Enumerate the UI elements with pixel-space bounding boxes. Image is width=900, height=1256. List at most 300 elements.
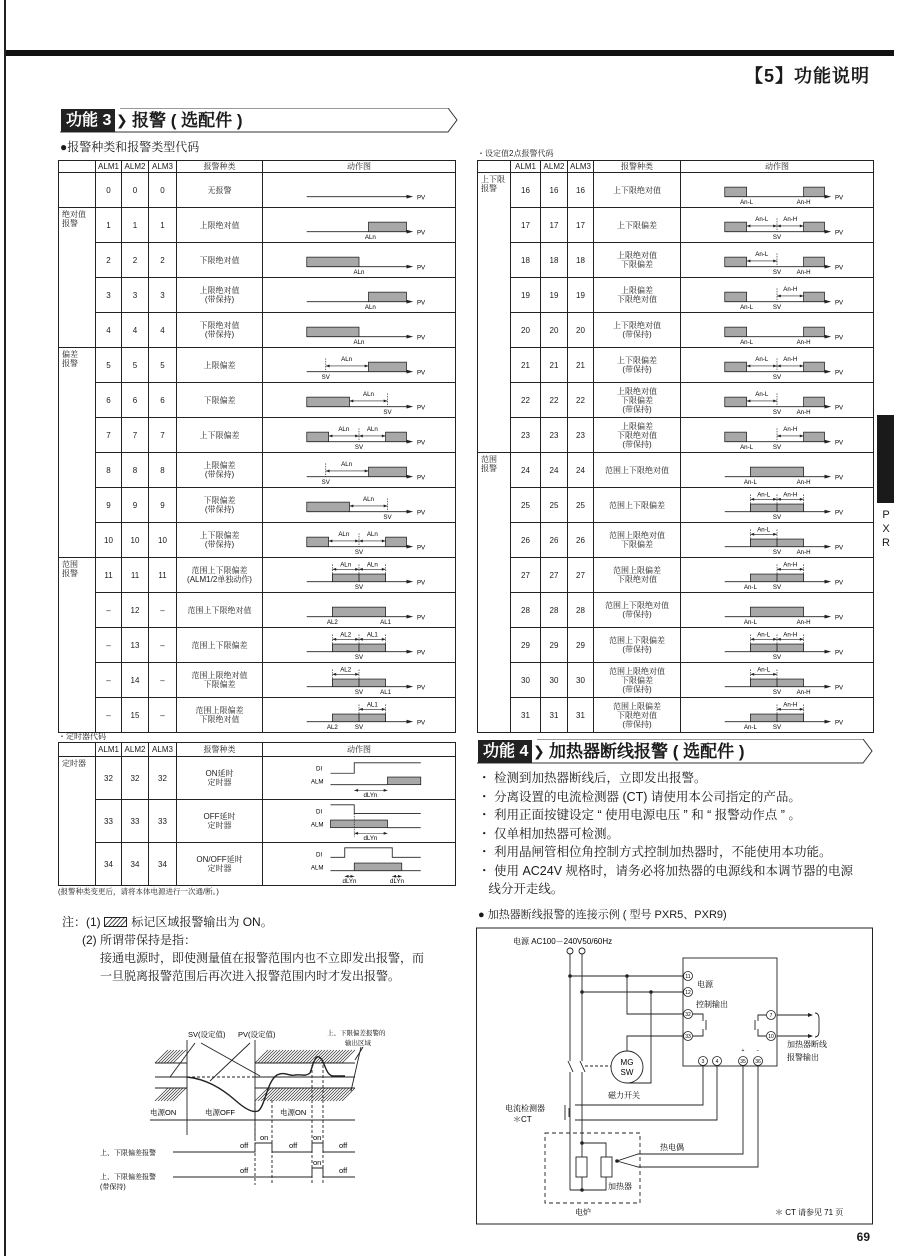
diagram-label: SV xyxy=(354,584,364,592)
alm1-code: 18 xyxy=(511,243,541,278)
alm2-code: 3 xyxy=(122,278,149,313)
table-row xyxy=(478,698,874,733)
diagram-label: An-H xyxy=(796,199,811,207)
alm3-code: – xyxy=(149,698,177,733)
action-diagram xyxy=(682,593,872,627)
side-letter: X xyxy=(882,523,890,535)
diagram-label: dLYn xyxy=(390,878,404,885)
action-diagram xyxy=(682,453,872,487)
off-label: off xyxy=(339,1166,348,1175)
alm3-code: 33 xyxy=(149,800,177,843)
pv-axis-label: PV xyxy=(834,334,844,342)
group-cell: 范围 报警 xyxy=(59,558,96,733)
group-cell: 范围 报警 xyxy=(478,453,511,733)
diagram-label: SV xyxy=(772,514,782,522)
alarm-zone xyxy=(331,820,388,828)
alm1-code: – xyxy=(96,593,122,628)
action-diagram xyxy=(682,313,872,347)
two-point-alarm-table xyxy=(477,160,874,733)
pv-axis-label: PV xyxy=(834,684,844,692)
alm1-code: 29 xyxy=(511,628,541,663)
axis-arrow xyxy=(407,545,414,549)
alm3-code: 8 xyxy=(149,453,177,488)
diagram-label: AL2 xyxy=(340,666,352,674)
table-row xyxy=(59,208,456,243)
alm1-code: 22 xyxy=(511,383,541,418)
timer-code-table xyxy=(58,742,456,886)
func3-banner xyxy=(60,108,458,133)
axis-arrow xyxy=(407,230,414,234)
notes-prefix: 注： xyxy=(62,915,87,929)
alm3-code: 29 xyxy=(568,628,594,663)
diagram-label: ALn xyxy=(338,426,350,434)
signal-label: (带保持) xyxy=(100,1184,126,1191)
on-label: on xyxy=(313,1133,322,1142)
alm3-code: 32 xyxy=(149,757,177,800)
diagram-label: DI xyxy=(316,808,323,816)
diagram-label: SV xyxy=(772,269,782,277)
alm3-code: 25 xyxy=(568,488,594,523)
signal-2 xyxy=(173,1168,355,1177)
diagram-label: ALn xyxy=(340,561,352,569)
diagram-label: An-L xyxy=(757,526,771,534)
alarm-zone xyxy=(725,292,747,302)
action-diagram xyxy=(682,383,872,417)
diagram-label: SV xyxy=(772,374,782,382)
alm1-code: – xyxy=(96,628,122,663)
power-off-label: 电源OFF xyxy=(205,1108,235,1117)
alm2-code: 5 xyxy=(122,348,149,383)
terminal-36: 36 xyxy=(755,1059,761,1065)
pv-axis-label: PV xyxy=(834,369,844,377)
diagram-label: An-H xyxy=(796,479,811,487)
axis-arrow xyxy=(825,265,832,269)
alarm-type: 上限偏差 下限绝对值 (带保持) xyxy=(594,418,681,453)
diagram-label: SV xyxy=(772,444,782,452)
pv-axis-label: PV xyxy=(834,544,844,552)
diagram-label: An-L xyxy=(755,391,769,399)
table-row xyxy=(59,663,456,698)
alm3-code: 26 xyxy=(568,523,594,558)
axis-arrow xyxy=(825,195,832,199)
pv-axis-label: PV xyxy=(416,369,426,377)
diagram-cell xyxy=(263,663,456,698)
diagram-cell xyxy=(263,698,456,733)
range-arrow xyxy=(329,435,359,438)
diagram-label: ALM xyxy=(310,864,324,872)
alarm-zone xyxy=(369,222,407,232)
diagram-label: ALn xyxy=(341,461,353,469)
axis-arrow xyxy=(825,650,832,654)
diagram-label: SV xyxy=(321,479,330,487)
alm3-code: 22 xyxy=(568,383,594,418)
axis-arrow xyxy=(407,510,414,514)
diagram-cell xyxy=(263,208,456,243)
alarm-type: 范围上下限绝对值 (带保持) xyxy=(594,593,681,628)
alm2-code: 25 xyxy=(541,488,568,523)
terminal-33: 33 xyxy=(685,1034,691,1040)
func3-subtitle: ●报警种类和报警类型代码 xyxy=(60,140,200,154)
pv-axis-label: PV xyxy=(834,719,844,727)
alarm-zone xyxy=(388,777,421,785)
alarm-zone xyxy=(354,863,402,871)
table-row xyxy=(478,593,874,628)
alarm-zone xyxy=(725,397,747,407)
side-tab-label xyxy=(878,508,894,550)
diagram-label: An-L xyxy=(755,251,769,259)
table-row xyxy=(478,418,874,453)
table-row xyxy=(59,628,456,663)
alm2-code: 34 xyxy=(122,843,149,886)
alm3-code: 1 xyxy=(149,208,177,243)
diagram-label: An-H xyxy=(783,286,798,294)
alm2-code: 6 xyxy=(122,383,149,418)
diagram-label: SV xyxy=(772,654,782,662)
diagram-label: An-H xyxy=(783,356,798,364)
ct-label: 电流检测器 xyxy=(505,1104,545,1113)
diagram-cell xyxy=(681,243,874,278)
alm1-code: 20 xyxy=(511,313,541,348)
alarm-type: 范围上限绝对值 下限偏差 xyxy=(177,663,263,698)
diagram-label: AL1 xyxy=(366,701,378,709)
heater-label: 加热器 xyxy=(608,1182,632,1191)
diagram-cell xyxy=(263,278,456,313)
diagram-header: 动作图 xyxy=(263,161,456,173)
diagram-label: SV xyxy=(772,724,782,732)
alarm-zone xyxy=(307,257,359,267)
alm3-code: 11 xyxy=(149,558,177,593)
signal-1 xyxy=(173,1143,355,1152)
func3-badge: 功能 3 xyxy=(61,109,115,132)
bullet-item: ・ 利用晶闸管相位角控制方式控制加热器时，不能使用本功能。 xyxy=(478,845,832,859)
pv-axis-label: PV xyxy=(416,194,426,202)
wiring-diagram xyxy=(475,925,875,1227)
pv-axis-label: PV xyxy=(416,299,426,307)
diagram-label: ALM xyxy=(310,821,324,829)
table-row xyxy=(478,453,874,488)
diagram-header: 动作图 xyxy=(263,743,456,757)
action-diagram xyxy=(264,523,454,557)
action-diagram xyxy=(682,523,872,557)
pv-axis-label: PV xyxy=(416,334,426,342)
alm3-code: 3 xyxy=(149,278,177,313)
action-diagram xyxy=(682,558,872,592)
action-diagram xyxy=(682,243,872,277)
timer-caption: ・定时器代码 xyxy=(58,732,106,741)
alarm-zone xyxy=(804,432,825,442)
heater-element xyxy=(601,1157,612,1177)
alarm-type: 上限偏差 下限绝对值 xyxy=(594,278,681,313)
furnace-box xyxy=(545,1133,640,1203)
alarm-type: 下限绝对值 (带保持) xyxy=(177,313,263,348)
action-diagram xyxy=(682,173,872,207)
action-diagram xyxy=(264,488,454,522)
table-row xyxy=(478,383,874,418)
alarm-type: 无报警 xyxy=(177,173,263,208)
timer-diagram xyxy=(264,843,454,885)
bullet-item: ・ 分离设置的电流检测器 (CT) 请使用本公司指定的产品。 xyxy=(478,789,801,804)
alm1-code: 11 xyxy=(96,558,122,593)
pv-axis-label: PV xyxy=(834,299,844,307)
pv-axis-label: PV xyxy=(416,509,426,517)
table-row xyxy=(478,278,874,313)
page-number: 69 xyxy=(856,1230,870,1244)
alm3-code: 16 xyxy=(568,173,594,208)
action-diagram xyxy=(264,243,454,277)
note-body: 一旦脱离报警范围后再次进入报警范围内时才发出报警。 xyxy=(100,969,401,983)
action-diagram xyxy=(264,278,454,312)
diagram-cell xyxy=(681,628,874,663)
timer-diagram xyxy=(264,757,454,799)
diagram-label: An-L xyxy=(757,491,771,499)
alm1-code: 33 xyxy=(96,800,122,843)
action-diagram xyxy=(264,383,454,417)
alm2-header: ALM2 xyxy=(122,743,149,757)
diagram-label: An-H xyxy=(796,339,811,347)
alm2-code: 24 xyxy=(541,453,568,488)
range-arrow xyxy=(359,540,386,543)
diagram-label: An-H xyxy=(796,269,811,277)
pv-axis-label: PV xyxy=(416,544,426,552)
pv-axis-label: PV xyxy=(416,264,426,272)
action-diagram xyxy=(264,663,454,697)
axis-arrow xyxy=(407,300,414,304)
diagram-label: SV xyxy=(772,234,782,242)
alm3-code: 34 xyxy=(149,843,177,886)
alm3-code: 6 xyxy=(149,383,177,418)
alm2-code: 21 xyxy=(541,348,568,383)
diagram-frame xyxy=(477,928,873,1224)
alarm-type: 范围上下限偏差 (带保持) xyxy=(594,628,681,663)
action-diagram xyxy=(682,418,872,452)
alarm-zone xyxy=(369,362,407,372)
diagram-label: dLYn xyxy=(363,792,378,799)
diagram-cell xyxy=(263,523,456,558)
diagram-cell xyxy=(263,757,456,800)
alm3-code: 20 xyxy=(568,313,594,348)
alm3-header: ALM3 xyxy=(149,743,177,757)
diagram-label: SV xyxy=(772,584,782,592)
table-row xyxy=(59,558,456,593)
alm2-code: 16 xyxy=(541,173,568,208)
diagram-cell xyxy=(681,488,874,523)
alm3-code: 2 xyxy=(149,243,177,278)
alarm-zone xyxy=(307,502,350,512)
alarm-type: 范围上下限绝对值 xyxy=(177,593,263,628)
note-text: 标记区域报警输出为 ON。 xyxy=(131,915,273,929)
action-diagram xyxy=(682,348,872,382)
ct-note: ＊ CT 请参见 71 页 xyxy=(775,1208,844,1217)
table-row xyxy=(59,843,456,886)
alarm-type: 上下限偏差 xyxy=(594,208,681,243)
action-diagram xyxy=(682,208,872,242)
power-on-label: 电源ON xyxy=(150,1108,177,1117)
mg-label: SW xyxy=(620,1068,634,1077)
diagram-label: An-H xyxy=(783,216,798,224)
alarm-zone xyxy=(725,257,747,267)
range-arrow xyxy=(777,225,804,228)
note-text: 所谓带保持是指： xyxy=(100,933,197,947)
diagram-cell xyxy=(263,843,456,886)
alarm-zone xyxy=(804,257,825,267)
terminal-10: 10 xyxy=(768,1034,774,1040)
alm1-code: 17 xyxy=(511,208,541,243)
diagram-label: SV xyxy=(354,444,364,452)
action-diagram xyxy=(264,628,454,662)
alarm-zone xyxy=(725,362,747,372)
table-row xyxy=(59,523,456,558)
table-row xyxy=(59,243,456,278)
alarm-zone xyxy=(725,187,747,197)
note-number: (1) xyxy=(86,915,101,929)
alm2-code: 11 xyxy=(122,558,149,593)
axis-arrow xyxy=(407,720,414,724)
diagram-label: AL1 xyxy=(380,619,392,627)
alarm-type: 上下限偏差 (带保持) xyxy=(177,523,263,558)
diagram-label: An-L xyxy=(757,666,771,674)
alarm-type: 范围上下限偏差 (ALM1/2单独动作) xyxy=(177,558,263,593)
off-label: off xyxy=(289,1141,298,1150)
alarm-zone xyxy=(307,432,329,442)
table-row xyxy=(59,313,456,348)
alm1-code: – xyxy=(96,698,122,733)
alm1-code: 31 xyxy=(511,698,541,733)
alm3-code: 21 xyxy=(568,348,594,383)
alarm-type: 下限绝对值 xyxy=(177,243,263,278)
power-supply-label: 电源 AC100－240V50/60Hz xyxy=(513,937,613,946)
page-border xyxy=(4,0,6,1256)
table-row xyxy=(59,383,456,418)
diagram-cell xyxy=(681,453,874,488)
alm1-code: 24 xyxy=(511,453,541,488)
type-header: 报警种类 xyxy=(177,743,263,757)
timer-diagram xyxy=(264,800,454,842)
alm1-code: 34 xyxy=(96,843,122,886)
alarm-type: 范围上限偏差 下限绝对值 (带保持) xyxy=(594,698,681,733)
diagram-label: An-H xyxy=(796,549,811,557)
alm1-code: 16 xyxy=(511,173,541,208)
table-row xyxy=(478,558,874,593)
diagram-cell xyxy=(681,278,874,313)
diagram-label: DI xyxy=(316,851,323,859)
axis-arrow xyxy=(407,475,414,479)
action-diagram xyxy=(682,698,872,732)
diagram-label: ALn xyxy=(366,561,378,569)
diagram-label: An-H xyxy=(783,491,798,499)
terminal-32: 32 xyxy=(685,1012,691,1018)
diagram-label: AL2 xyxy=(326,619,338,627)
func4-title: 加热器断线报警 ( 选配件 ) xyxy=(549,742,745,761)
alm3-code: – xyxy=(149,663,177,698)
side-letter: R xyxy=(882,537,890,549)
alm3-code: 24 xyxy=(568,453,594,488)
table-row xyxy=(478,523,874,558)
type-header: 报警种类 xyxy=(177,161,263,173)
side-letter: P xyxy=(882,509,890,521)
pv-axis-label: PV xyxy=(834,404,844,412)
table-row xyxy=(478,173,874,208)
alarm-zone xyxy=(804,187,825,197)
diagram-cell xyxy=(263,418,456,453)
alm3-code: 19 xyxy=(568,278,594,313)
diagram-cell xyxy=(681,663,874,698)
alm3-code: 28 xyxy=(568,593,594,628)
alarm-type: 上限绝对值 下限偏差 (带保持) xyxy=(594,383,681,418)
diagram-label: AL1 xyxy=(380,689,392,697)
alarm-type: 上限绝对值 xyxy=(177,208,263,243)
alm2-code: 26 xyxy=(541,523,568,558)
alm1-code: 7 xyxy=(96,418,122,453)
diagram-label: ALn xyxy=(338,531,350,539)
diagram-label: SV xyxy=(383,514,392,522)
break-alarm-label: 加热器断线 xyxy=(787,1040,827,1049)
diagram-label: An-L xyxy=(743,584,757,592)
axis-arrow xyxy=(825,615,832,619)
table-row xyxy=(59,698,456,733)
alarm-type: 范围上限偏差 下限绝对值 xyxy=(177,698,263,733)
diagram-label: SV xyxy=(321,374,330,382)
control-output-label: 控制输出 xyxy=(696,1000,728,1009)
alarm-zone xyxy=(386,537,407,547)
off-label: off xyxy=(240,1166,249,1175)
func4-badge: 功能 4 xyxy=(478,740,532,763)
bullet-item: 线分开走线。 xyxy=(478,882,564,896)
alm3-header: ALM3 xyxy=(568,161,594,173)
action-diagram xyxy=(264,313,454,347)
diagram-label: An-L xyxy=(757,631,771,639)
alarm-zone xyxy=(386,432,407,442)
diagram-cell xyxy=(681,418,874,453)
furnace-label: 电炉 xyxy=(575,1208,591,1217)
alm1-code: 8 xyxy=(96,453,122,488)
diagram-label: AL2 xyxy=(340,631,352,639)
axis-arrow xyxy=(825,720,832,724)
action-diagram xyxy=(264,348,454,382)
table-row xyxy=(478,663,874,698)
diagram-label: SV xyxy=(772,304,782,312)
power-terminal-label: 电源 xyxy=(697,980,713,989)
alarm-type: 范围上下限绝对值 xyxy=(594,453,681,488)
axis-arrow xyxy=(407,405,414,409)
alm1-code: 19 xyxy=(511,278,541,313)
pv-axis-label: PV xyxy=(834,649,844,657)
alarm-zone xyxy=(804,292,825,302)
range-arrow xyxy=(747,225,777,228)
alm1-header: ALM1 xyxy=(96,743,122,757)
alm2-code: 19 xyxy=(541,278,568,313)
diagram-cell xyxy=(681,313,874,348)
pv-axis-label: PV xyxy=(416,719,426,727)
pv-axis-label: PV xyxy=(416,474,426,482)
alm2-code: 0 xyxy=(122,173,149,208)
note-body: 接通电源时，即使测量值在报警范围内也不立即发出报警，而 xyxy=(100,951,425,965)
alm3-code: 17 xyxy=(568,208,594,243)
diagram-label: An-H xyxy=(796,689,811,697)
diagram-cell xyxy=(681,173,874,208)
diagram-label: SV xyxy=(772,689,782,697)
action-diagram xyxy=(682,663,872,697)
alm3-code: 27 xyxy=(568,558,594,593)
range-arrow xyxy=(777,365,804,368)
action-diagram xyxy=(682,488,872,522)
alarm-zone xyxy=(307,397,350,407)
alarm-zone xyxy=(332,607,385,617)
alm2-code: 28 xyxy=(541,593,568,628)
diagram-cell xyxy=(681,558,874,593)
group-header xyxy=(59,161,96,173)
alarm-type: ON/OFF延时 定时器 xyxy=(177,843,263,886)
diagram-label: ALn xyxy=(353,339,365,347)
